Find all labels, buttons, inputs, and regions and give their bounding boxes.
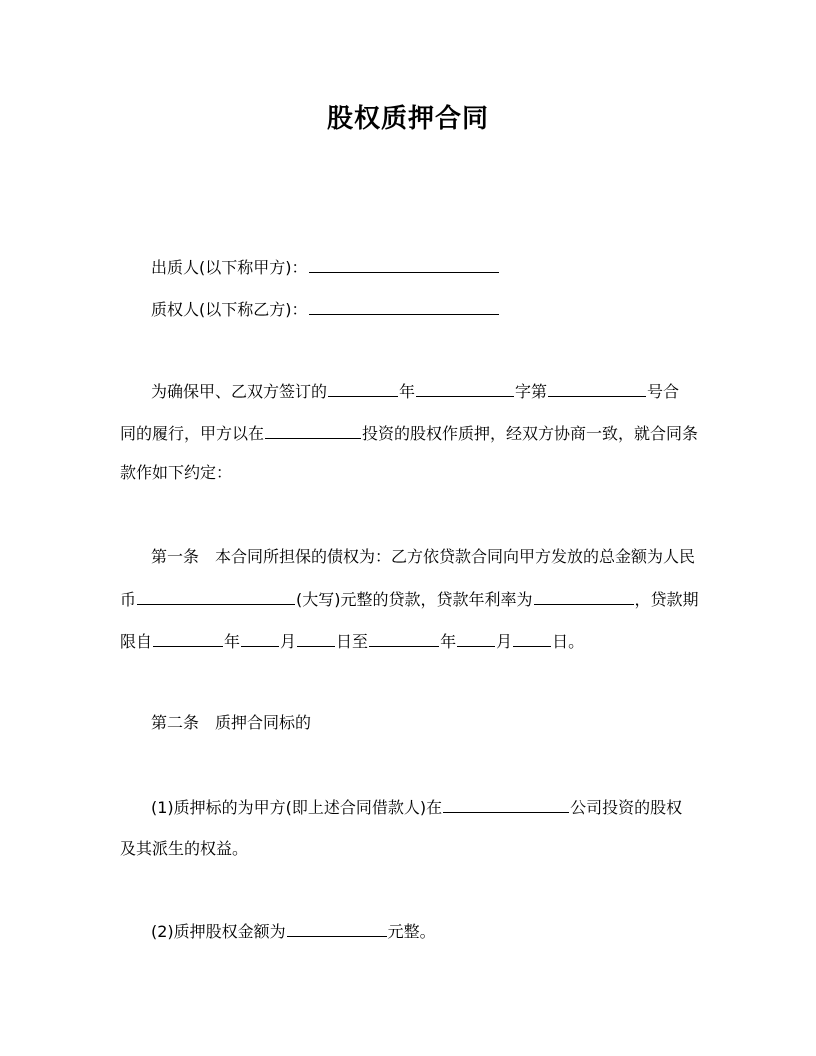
- article1-text: 月: [280, 632, 297, 651]
- end-month-blank[interactable]: [457, 631, 495, 647]
- article1-text: ，贷款期: [634, 590, 699, 609]
- preamble-text: 为确保甲、乙双方签订的: [151, 382, 328, 401]
- article1-text: (大写)元整的贷款，贷款年利率为: [296, 590, 533, 609]
- article1-line-2: [120, 589, 699, 610]
- preamble-line-3: [120, 463, 232, 483]
- end-day-blank[interactable]: [513, 631, 551, 647]
- article1-text: 年: [224, 632, 241, 651]
- end-year-blank[interactable]: [369, 631, 439, 647]
- article2-text: 公司投资的股权: [570, 798, 683, 817]
- interest-rate-blank[interactable]: [534, 589, 634, 605]
- pledgee-blank[interactable]: [309, 299, 499, 315]
- preamble-text: 同的履行，甲方以在: [120, 424, 265, 443]
- loan-amount-blank[interactable]: [137, 589, 295, 605]
- article1-text: 年: [440, 632, 457, 651]
- article1-line-1: [151, 547, 695, 567]
- article2-heading-text: 第二条 质押合同标的: [151, 713, 312, 732]
- invested-company-blank[interactable]: [265, 423, 361, 439]
- contract-year-blank[interactable]: [328, 381, 398, 397]
- pledgor-label: 出质人(以下称甲方)：: [151, 258, 308, 277]
- preamble-text: 投资的股权作质押，经双方协商一致，就合同条: [362, 424, 699, 443]
- article1-text: 币: [120, 590, 137, 609]
- contract-number-blank[interactable]: [548, 381, 646, 397]
- start-day-blank[interactable]: [297, 631, 335, 647]
- article1-line-3: [120, 631, 584, 652]
- article2-text: 及其派生的权益。: [120, 839, 249, 858]
- preamble-text: 款作如下约定：: [120, 463, 233, 482]
- article1-text: 月: [496, 632, 513, 651]
- preamble-text: 号合: [647, 382, 680, 401]
- article1-text: 第一条 本合同所担保的债权为：乙方依贷款合同向甲方发放的总金额为人民: [151, 547, 696, 566]
- article2-heading: [151, 713, 311, 733]
- article2-text: (1)质押标的为甲方(即上述合同借款人)在: [151, 798, 443, 817]
- preamble-text: 字第: [515, 382, 548, 401]
- pledgee-line: [151, 299, 500, 320]
- contract-word-blank[interactable]: [416, 381, 514, 397]
- pledged-company-blank[interactable]: [443, 797, 569, 813]
- pledgor-line: [151, 257, 500, 278]
- preamble-line-2: [120, 423, 698, 444]
- pledgor-blank[interactable]: [309, 257, 499, 273]
- article2-item1-line-2: [120, 839, 248, 859]
- article2-text: 元整。: [387, 922, 436, 941]
- document-title: 股权质押合同: [326, 104, 489, 134]
- start-month-blank[interactable]: [241, 631, 279, 647]
- preamble-text: 年: [399, 382, 416, 401]
- article1-text: 日至: [336, 632, 369, 651]
- article1-text: 日。: [552, 632, 585, 651]
- preamble-line-1: [151, 381, 679, 402]
- article2-text: (2)质押股权金额为: [151, 922, 286, 941]
- article2-item2-line: [151, 921, 436, 942]
- article2-item1-line-1: [151, 797, 682, 818]
- pledgee-label: 质权人(以下称乙方)：: [151, 300, 308, 319]
- start-year-blank[interactable]: [153, 631, 223, 647]
- article1-text: 限自: [120, 632, 153, 651]
- pledge-amount-blank[interactable]: [287, 921, 387, 937]
